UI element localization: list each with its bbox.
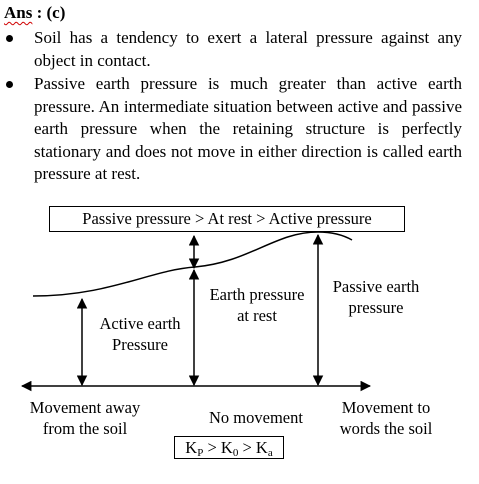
axis-left-label: Movement away from the soil bbox=[29, 398, 141, 438]
answer-option: : (c) bbox=[32, 3, 66, 22]
pressure-relation-box: Passive pressure > At rest > Active pressure bbox=[49, 206, 405, 232]
bullet-text: Soil has a tendency to exert a lateral pressure against any object in contact. bbox=[34, 28, 462, 70]
k-relation-box: $K_P > K_0 > K_a$ bbox=[174, 436, 284, 459]
axis-center-label: No movement bbox=[209, 408, 303, 427]
rest-pressure-label: Earth pressure at rest bbox=[209, 285, 305, 325]
bullet-text: Passive earth pressure is much greater than active earth pressure. An intermediate situation between active and passive earth pressure when the retaining structure is perfectly stationary and does not move in either direction is called earth pressure at rest. bbox=[34, 74, 462, 183]
answer-prefix: Ans bbox=[4, 3, 33, 22]
active-pressure-label: Active earth Pressure bbox=[99, 314, 181, 354]
axis-right-label: Movement to words the soil bbox=[339, 398, 433, 438]
passive-pressure-label: Passive earth pressure bbox=[332, 277, 420, 317]
